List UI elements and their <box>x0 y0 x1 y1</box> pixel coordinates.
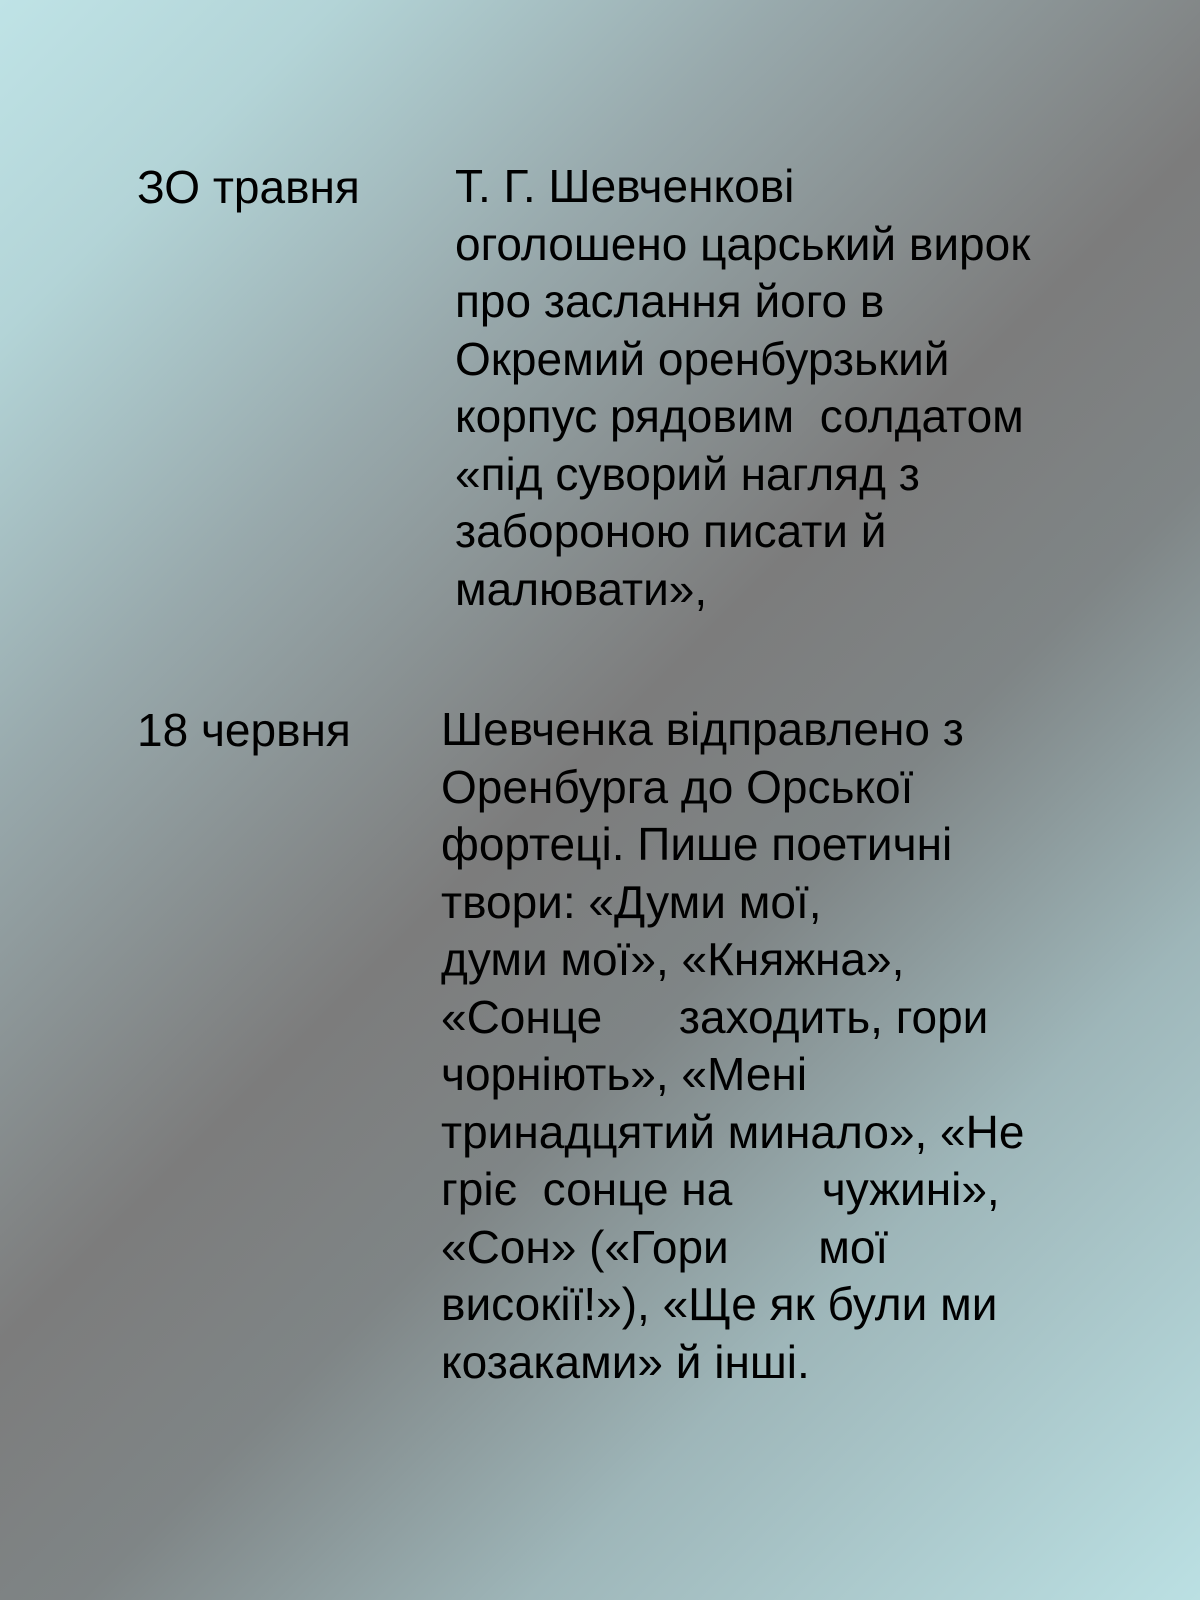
entry-text <box>441 701 1024 1391</box>
entry-text <box>455 158 1030 618</box>
text-line: гріє сонце на чужині», <box>441 1163 1000 1215</box>
text-line: оголошено царський вирок <box>455 217 1031 270</box>
entry-date: ЗО травня <box>137 161 360 213</box>
text-line: Окремий оренбурзький <box>455 332 950 385</box>
text-line: фортеці. Пише поетичні <box>441 818 953 870</box>
text-line: про заслання його в <box>455 275 885 327</box>
text-line: Т. Г. Шевченкові <box>455 160 795 212</box>
text-line: забороною писати й <box>455 505 887 557</box>
text-line: «під суворий нагляд з <box>455 447 920 500</box>
text-line: Шевченка відправлено з <box>441 703 964 755</box>
text-line: малювати», <box>455 562 708 615</box>
text-line: «Сон» («Гори мої <box>441 1220 889 1273</box>
text-line: козаками» й інші. <box>441 1335 810 1388</box>
text-line: тринадцятий минало», «Не <box>441 1105 1025 1158</box>
text-line: «Сонце заходить, гори <box>441 990 989 1043</box>
text-line: Оренбурга до Орської <box>441 760 914 813</box>
text-line: думи мої», «Княжна», <box>441 933 905 985</box>
text-line: чорніють», «Мені <box>441 1048 808 1100</box>
text-line: корпус рядовим солдатом <box>455 390 1024 442</box>
text-line: твори: «Думи мої, <box>441 875 822 928</box>
entry-date: 18 червня <box>137 704 351 756</box>
text-line: високії!»), «Ще як були ми <box>441 1278 998 1330</box>
